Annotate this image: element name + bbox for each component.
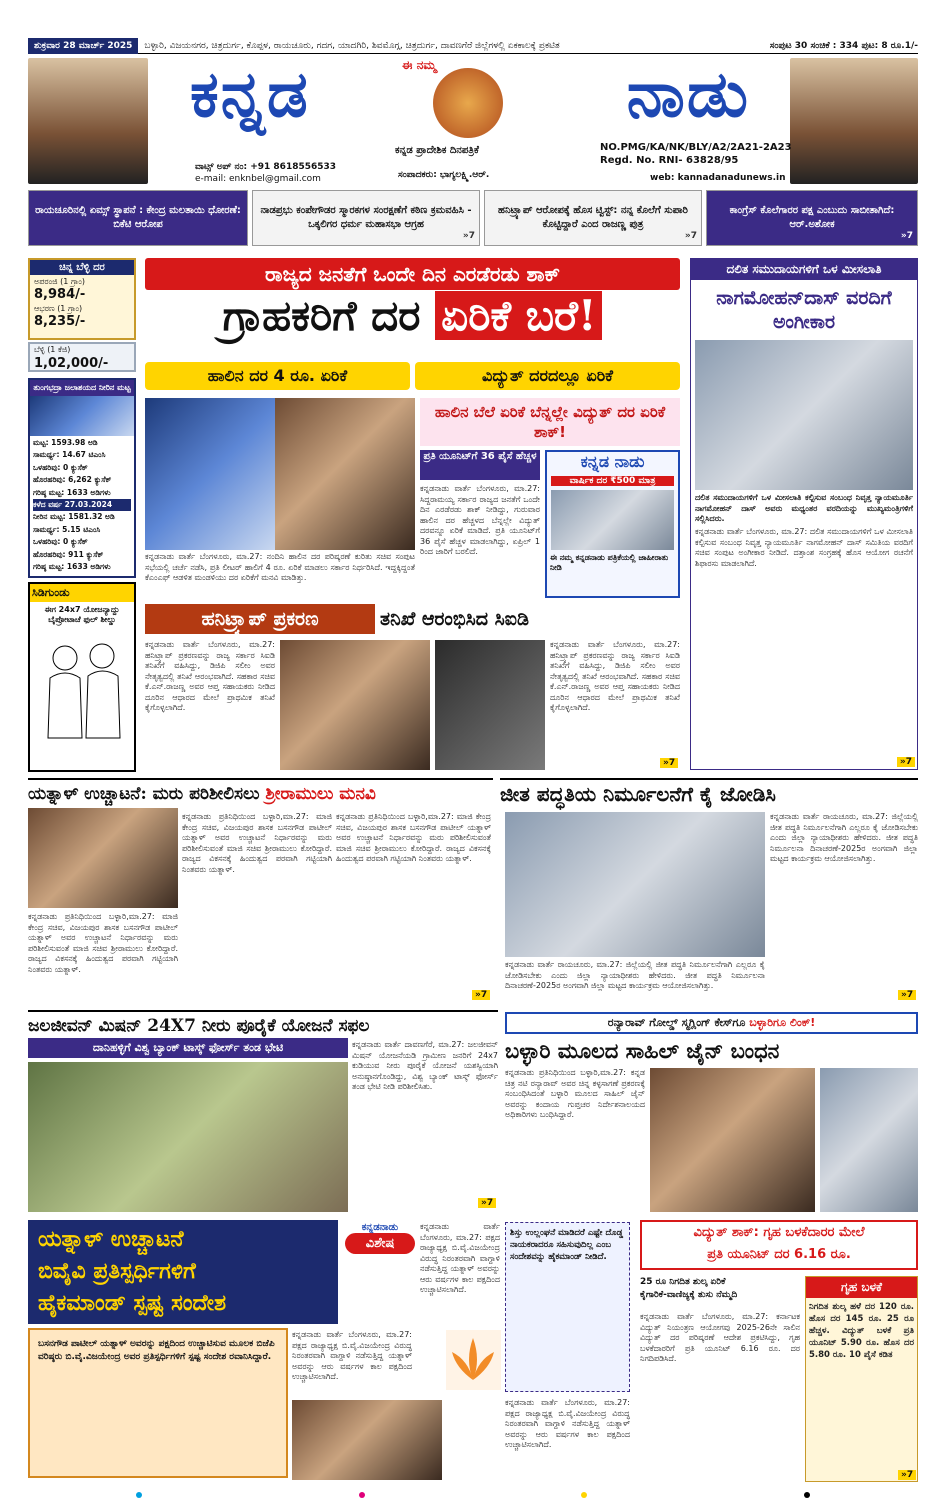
jeeta-body-2: ಕನ್ನಡನಾಡು ವಾರ್ತೆ ರಾಯಚೂರು, ಮಾ.27: ಜಿಲ್ಲೆಯಲ್ಲಿ ಜೀತ ಪದ್ಧತಿ ನಿರ್ಮೂಲನೆಗಾಗಿ ಎಲ್ಲರೂ ಕೈ ಜೋಡಿಸಬೇಕು ಎಂದು ಜಿಲ್ಲಾ ನ್ಯಾಯಾಧೀಶರು ಹೇಳಿದರು. ಜೀತ ಪದ್ಧತಿ ನಿರ್ಮೂಲನಾ ದಿನಾಚರಣೆ-2025ರ ಅಂಗವಾಗಿ ಜಿಲ್ಲಾ ಮಟ್ಟದ ಕಾರ್ಯಕ್ರಮ ಆಯೋಜಿಸಲಾಗಿತ್ತು.	[505, 960, 765, 990]
power-body: ಕನ್ನಡನಾಡು ವಾರ್ತೆ ಬೆಂಗಳೂರು, ಮಾ.27: ಸಿದ್ದರಾಮಯ್ಯ ಸರ್ಕಾರ ರಾಜ್ಯದ ಜನತೆಗೆ ಒಂದೇ ದಿನ ಎರಡೆರಡು ಶಾಕ್ ನೀಡಿದ್ದು, ಗುರುವಾರ ಹಾಲಿನ ದರ ಹೆಚ್ಚಳದ ಬೆನ್ನಲ್ಲೇ ವಿದ್ಯುತ್ ದರವನ್ನೂ ಏರಿಕೆ ಮಾಡಿದೆ. ಪ್ರತಿ ಯೂನಿಟ್‌ಗೆ 36 ಪೈಸೆ ಹೆಚ್ಚಳ ಮಾಡಲಾಗಿದ್ದು, ಏಪ್ರಿಲ್ 1 ರಿಂದ ಜಾರಿಗೆ ಬರಲಿದೆ.	[420, 484, 540, 556]
regd-postal: NO.PMG/KA/NK/BLY/A2/2A21-2A23	[600, 142, 792, 153]
emblem-icon	[433, 68, 503, 138]
special-body: ಕನ್ನಡನಾಡು ವಾರ್ತೆ ಬೆಂಗಳೂರು, ಮಾ.27: ಪಕ್ಷದ ರಾಜ್ಯಾಧ್ಯಕ್ಷ ಬಿ.ವೈ.ವಿಜಯೇಂದ್ರ ವಿರುದ್ಧ ನಿರಂತರವಾಗಿ ವಾಗ್ದಾಳಿ ನಡೆಸುತ್ತಿದ್ದ ಯತ್ನಾಳ್ ಅವರನ್ನು ಆರು ವರ್ಷಗಳ ಕಾಲ ಪಕ್ಷದಿಂದ ಉಚ್ಚಾಟಿಸಲಾಗಿದೆ.	[292, 1330, 412, 1381]
jjm-deck: ದಾನಿಹಳ್ಳಿಗೆ ವಿಶ್ವ ಬ್ಯಾಂಕ್ ಟಾಸ್ಕ್ ಫೋರ್ಸ್ ತಂಡ ಭೇಟಿ	[28, 1038, 348, 1058]
portrait-right	[790, 58, 918, 184]
dam-level-box	[28, 378, 136, 578]
districts-line: ಬಳ್ಳಾರಿ, ವಿಜಯನಗರ, ಚಿತ್ರದುರ್ಗ, ಕೊಪ್ಪಳ, ರಾಯಚೂರು, ಗದಗ, ಯಾದಗಿರಿ, ಶಿವಮೊಗ್ಗ, ಚಿತ್ರದುರ್ಗ, ದಾವಣಗೆರೆ ಜಿಲ್ಲೆಗಳಲ್ಲಿ ಏಕಕಾಲಕ್ಕೆ ಪ್ರಕಟಿತ	[144, 40, 560, 51]
gold-kicker-b: ಬಳ್ಳಾರಿಗೂ ಲಿಂಕ್!	[749, 1016, 816, 1029]
jjm-body: ಕನ್ನಡನಾಡು ವಾರ್ತೆ ದಾವಣಗೆರೆ, ಮಾ.27: ಜಲಜೀವನ್ ಮಿಷನ್ ಯೋಜನೆಯಡಿ ಗ್ರಾಮೀಣ ಜನರಿಗೆ 24x7 ಕುಡಿಯುವ ನೀರು ಪೂರೈಕೆ ಯೋಜನೆ ಯಶಸ್ವಿಯಾಗಿ ಅನುಷ್ಠಾನಗೊಂಡಿದ್ದು, ವಿಶ್ವ ಬ್ಯಾಂಕ್ ಟಾಸ್ಕ್ ಫೋರ್ಸ್ ತಂಡ ಭೇಟಿ ನೀಡಿ ಪರಿಶೀಲಿಸಿತು.	[352, 1040, 498, 1091]
jeeta-more[interactable]: »7	[898, 990, 916, 1000]
dam-row: ಒಳಹರಿವು: 0 ಕ್ಯುಸೆಕ್	[33, 462, 88, 472]
cm-photo	[275, 398, 415, 550]
nagamohan-kicker: ದಲಿತ ಸಮುದಾಯಗಳಿಗೆ ಒಳ ಮೀಸಲಾತಿ	[691, 259, 917, 280]
promo-2[interactable]	[252, 190, 480, 246]
nagamohan-photo	[695, 340, 913, 490]
honeytrap-head2: ತನಿಖೆ ಆರಂಭಿಸಿದ ಸಿಐಡಿ	[380, 608, 529, 630]
jjm-head: ಜಲಜೀವನ್ ಮಿಷನ್ 24X7 ನೀರು ಪೂರೈಕೆ ಯೋಜನೆ ಸಫಲ	[28, 1010, 498, 1036]
yatnal-body-2: ಕನ್ನಡನಾಡು ಪ್ರತಿನಿಧಿಯಿಂದ ಬಳ್ಳಾರಿ,ಮಾ.27: ಮಾಜಿ ಕೇಂದ್ರ ಸಚಿವ, ವಿಜಯಪುರ ಶಾಸಕ ಬಸನಗೌಡ ಪಾಟೀಲ್ ಯತ್ನಾಳ್ ಅವರ ಉಚ್ಚಾಟನೆ ನಿರ್ಧಾರವನ್ನು ಮರು ಪರಿಶೀಲಿಸುವಂತೆ ಮಾಜಿ ಸಚಿವ ಶ್ರೀರಾಮುಲು ಕೋರಿದ್ದಾರೆ. ರಾಜ್ಯದ ವಿಕಸನಕ್ಕೆ ಹಿಂದುತ್ವದ ಪರವಾಗಿ ಗಟ್ಟಿಯಾಗಿ ನಿಂತವರು ಯತ್ನಾಳ್.	[182, 812, 332, 874]
tariff-deck-2: ಕೈಗಾರಿಕೆ-ವಾಣಿಜ್ಯಕ್ಕೆ ತುಸು ನೆಮ್ಮದಿ	[640, 1290, 738, 1300]
nagamohan-body: ಕನ್ನಡನಾಡು ವಾರ್ತೆ ಬೆಂಗಳೂರು, ಮಾ.27: ದಲಿತ ಸಮುದಾಯಗಳಿಗೆ ಒಳ ಮೀಸಲಾತಿ ಕಲ್ಪಿಸುವ ಸಂಬಂಧ ನಿವೃತ್ತ ನ್ಯಾಯಮೂರ್ತಿ ನಾಗಮೋಹನ್ ದಾಸ್ ಸಮಿತಿಯ ವರದಿಗೆ ಸಚಿವ ಸಂಪುಟ ಅಂಗೀಕಾರ ನೀಡಿದೆ. ದತ್ತಾಂಶ ಸಂಗ್ರಹಕ್ಕೆ ಹೊಸ ಆಯೋಗ ರಚನೆಗೆ ಶಿಫಾರಸು ಮಾಡಲಾಗಿದೆ.	[695, 527, 913, 568]
power-deck: ಹಾಲಿನ ಬೆಲೆ ಏರಿಕೆ ಬೆನ್ನಲ್ಲೇ ವಿದ್ಯುತ್ ದರ ಏರಿಕೆ ಶಾಕ್!	[420, 398, 680, 446]
silver-value: 1,02,000/-	[34, 356, 109, 371]
sahil-photo	[820, 1068, 918, 1212]
yellow-mark-icon	[581, 1492, 587, 1498]
special-body-2: ಕನ್ನಡನಾಡು ವಾರ್ತೆ ಬೆಂಗಳೂರು, ಮಾ.27: ಪಕ್ಷದ ರಾಜ್ಯಾಧ್ಯಕ್ಷ ಬಿ.ವೈ.ವಿಜಯೇಂದ್ರ ವಿರುದ್ಧ ನಿರಂತರವಾಗಿ ವಾಗ್ದಾಳಿ ನಡೆಸುತ್ತಿದ್ದ ಯತ್ನಾಳ್ ಅವರನ್ನು ಆರು ವರ್ಷಗಳ ಕಾಲ ಪಕ್ಷದಿಂದ ಉಚ್ಚಾಟಿಸಲಾಗಿದೆ.	[505, 1398, 630, 1449]
dam-row: ನೀರಿನ ಮಟ್ಟ: 1581.32 ಅಡಿ	[33, 512, 115, 522]
lead-headline	[145, 258, 680, 355]
paper-promo-line: ವಾರ್ಷಿಕ ದರ ₹500 ಮಾತ್ರ	[551, 476, 674, 486]
vijayendra-photo	[292, 1400, 442, 1480]
special-head-3: ಹೈಕಮಾಂಡ್ ಸ್ಪಷ್ಟ ಸಂದೇಶ	[38, 1291, 227, 1316]
tariff-box	[805, 1276, 918, 1482]
ranya-photo	[650, 1068, 815, 1212]
tariff-deck-1: 25 ರೂ ನಿಗದಿತ ಶುಲ್ಕ ಏರಿಕೆ	[640, 1277, 726, 1287]
dam-row: ಗರಿಷ್ಠ ಮಟ್ಟ: 1633 ಅಡಿಗಳು	[33, 562, 111, 572]
promo-1[interactable]	[28, 190, 248, 246]
portrait-left	[28, 58, 148, 184]
special-box: ಶಿಸ್ತು ಉಲ್ಲಂಘನೆ ಮಾಡಿದರೆ ಎಷ್ಟೇ ದೊಡ್ಡ ನಾಯಕರಾದರೂ ಸಹಿಸುವುದಿಲ್ಲ ಎಂಬ ಸಂದೇಶವನ್ನು ಹೈಕಮಾಂಡ್ ನೀಡಿದೆ.	[505, 1222, 630, 1392]
cartoon-caption: ಈಗ 24x7 ಯೋಜನ್ಯಾದ್ದು ಬೈಪ್ರೋಟಾಚೆ ಫುಲ್ ಶೀಲ್ಡು	[44, 605, 120, 624]
honeytrap-body-2: ಕನ್ನಡನಾಡು ವಾರ್ತೆ ಬೆಂಗಳೂರು, ಮಾ.27: ಹನಿಟ್ರ್ಯಾಪ್ ಪ್ರಕರಣವನ್ನು ರಾಜ್ಯ ಸರ್ಕಾರ ಸಿಐಡಿ ತನಿಖೆಗೆ ವಹಿಸಿದ್ದು, ಡಿಜಿಪಿ ಸಲೀಂ ಅವರ ನೇತೃತ್ವದಲ್ಲಿ ತನಿಖೆ ಆರಂಭವಾಗಿದೆ. ಸಹಕಾರ ಸಚಿವ ಕೆ.ಎನ್.ರಾಜಣ್ಣ ಅವರ ಆಪ್ತ ಸಹಾಯಕರು ನೀಡಿದ ದೂರಿನ ಆಧಾರದ ಮೇಲೆ ಪ್ರಾಥಮಿಕ ತನಿಖೆ ಕೈಗೊಳ್ಳಲಾಗಿದೆ.	[550, 640, 680, 712]
bjp-lotus-icon	[446, 1330, 501, 1390]
tariff-head	[640, 1220, 918, 1270]
editor: ಸಂಪಾದಕರು: ಭಾಗ್ಯಲಕ್ಷ್ಮಿ.ಆರ್.	[398, 170, 490, 180]
tariff-head-2: ಪ್ರತಿ ಯೂನಿಟ್ ದರ 6.16 ರೂ.	[707, 1247, 851, 1262]
jeeta-head: ಜೀತ ಪದ್ಧತಿಯ ನಿರ್ಮೂಲನೆಗೆ ಕೈ ಜೋಡಿಸಿ	[500, 778, 918, 806]
silver-rate-box	[28, 342, 136, 372]
gold-kicker	[505, 1012, 918, 1034]
gold-head: ಬಳ್ಳಾರಿ ಮೂಲದ ಸಾಹಿಲ್ ಜೈನ್ ಬಂಧನ	[505, 1038, 780, 1063]
tariff-box-title: ಗೃಹ ಬಳಕೆ	[806, 1277, 917, 1298]
masthead-logo	[190, 57, 750, 132]
masthead-small: ಈ ನಮ್ಮ	[402, 58, 437, 72]
paper-promo-image	[551, 490, 674, 550]
milk-subhead: ಹಾಲಿನ ದರ 4 ರೂ. ಏರಿಕೆ	[145, 362, 410, 390]
tariff-deck	[640, 1276, 800, 1302]
cartoon-title: ಸಿಡಿಗುಂಡು	[30, 584, 134, 602]
honeytrap-body: ಕನ್ನಡನಾಡು ವಾರ್ತೆ ಬೆಂಗಳೂರು, ಮಾ.27: ಹನಿಟ್ರ್ಯಾಪ್ ಪ್ರಕರಣವನ್ನು ರಾಜ್ಯ ಸರ್ಕಾರ ಸಿಐಡಿ ತನಿಖೆಗೆ ವಹಿಸಿದ್ದು, ಡಿಜಿಪಿ ಸಲೀಂ ಅವರ ನೇತೃತ್ವದಲ್ಲಿ ತನಿಖೆ ಆರಂಭವಾಗಿದೆ. ಸಹಕಾರ ಸಚಿವ ಕೆ.ಎನ್.ರಾಜಣ್ಣ ಅವರ ಆಪ್ತ ಸಹಾಯಕರು ನೀಡಿದ ದೂರಿನ ಆಧಾರದ ಮೇಲೆ ಪ್ರಾಥಮಿಕ ತನಿಖೆ ಕೈಗೊಳ್ಳಲಾಗಿದೆ.	[145, 640, 275, 712]
dam-row: ಮಟ್ಟ: 1593.98 ಅಡಿ	[33, 438, 98, 447]
gold-rate-box	[28, 258, 136, 340]
nagamohan-head: ನಾಗಮೋಹನ್‌ದಾಸ್ ವರದಿಗೆ ಅಂಗೀಕಾರ	[716, 287, 892, 333]
tariff-head-1: ವಿದ್ಯುತ್ ಶಾಕ್: ಗೃಹ ಬಳಕೆದಾರರ ಮೇಲೆ	[693, 1225, 865, 1240]
gold-kicker-a: ರನ್ಯಾರಾವ್ ಗೋಲ್ಡ್ ಸ್ಮಗ್ಲಿಂಗ್ ಕೇಸ್‌ಗೂ	[607, 1016, 750, 1029]
logo-word-right: ನಾಡು	[626, 57, 750, 132]
issue-date: ಶುಕ್ರವಾರ 28 ಮಾರ್ಚ್ 2025	[28, 38, 138, 54]
gold-22-label: ಆಭರಣ (1 ಗ್ರಾಂ)	[34, 304, 83, 313]
yatnal-more[interactable]: »7	[472, 990, 490, 1000]
nagamohan-caption: ದಲಿತ ಸಮುದಾಯಗಳಿಗೆ ಒಳ ಮೀಸಲಾತಿ ಕಲ್ಪಿಸುವ ಸಂಬಂಧ ನಿವೃತ್ತ ನ್ಯಾಯಮೂರ್ತಿ ನಾಗಮೋಹನ್ ದಾಸ್ ಅವರು ಮಧ್ಯಂತರ ವರದಿಯನ್ನು ಮುಖ್ಯಮಂತ್ರಿಗಳಿಗೆ ಸಲ್ಲಿಸಿದರು.	[695, 493, 913, 523]
promo-3-text: ಹನಿಟ್ರ್ಯಾಪ್ ಆರೋಪಕ್ಕೆ ಹೊಸ ಟ್ವಿಸ್ಟ್: ನನ್ನ ಕೊಲೆಗೆ ಸುಪಾರಿ ಕೊಟ್ಟಿದ್ದಾರೆ ಎಂದ ರಾಜಣ್ಣ ಪುತ್ರ	[498, 205, 688, 230]
honeytrap-photo-2	[435, 640, 545, 770]
logo-word-left: ಕನ್ನಡ	[190, 57, 310, 132]
special-head-1: ಯತ್ನಾಳ್ ಉಚ್ಚಾಟನೆ	[38, 1227, 184, 1252]
dam-row: ಒಳಹರಿವು: 0 ಕ್ಯುಸೆಕ್	[33, 537, 88, 547]
print-marks	[28, 1492, 918, 1502]
jjm-more[interactable]: »7	[478, 1198, 496, 1208]
dam-row: ಹೊರಹರಿವು: 6,262 ಕ್ಯುಸೆಕ್	[33, 475, 112, 485]
dam-row: ಹೊರಹರಿವು: 911 ಕ್ಯುಸೆಕ್	[33, 549, 104, 559]
regd-rni: Regd. No. RNI- 63828/95	[600, 155, 739, 166]
special-badge-label: ವಿಶೇಷ	[345, 1233, 415, 1254]
magenta-mark-icon	[359, 1492, 365, 1498]
promo-4-text: ಕಾಂಗ್ರೆಸ್ ಕೊಲೆಗಾರರ ಪಕ್ಷ ಎಂಬುದು ಸಾಬೀತಾಗಿದೆ: ಆರ್.ಅಶೋಕ	[729, 205, 895, 230]
honeytrap-more[interactable]: »7	[660, 758, 678, 768]
promo-1-text: ರಾಯಚೂರಿನಲ್ಲಿ ಏಮ್ಸ್ ಸ್ಥಾಪನೆ : ಕೇಂದ್ರ ಮಲತಾಯಿ ಧೋರಣೆ: ಬಿಕೆಟಿ ಆರೋಪ	[35, 205, 241, 230]
lead-title-2: ಏರಿಕೆ ಬರೆ!	[435, 291, 602, 340]
nagamohan-more[interactable]: »7	[897, 757, 915, 767]
silver-label: ಬೆಳ್ಳಿ (1 ಕೆಜಿ)	[34, 345, 71, 354]
dam-row: ಸಾಮರ್ಥ್ಯ: 5.15 ಟಿಎಂಸಿ	[33, 524, 101, 534]
special-body-top: ಕನ್ನಡನಾಡು ವಾರ್ತೆ ಬೆಂಗಳೂರು, ಮಾ.27: ಪಕ್ಷದ ರಾಜ್ಯಾಧ್ಯಕ್ಷ ಬಿ.ವೈ.ವಿಜಯೇಂದ್ರ ವಿರುದ್ಧ ನಿರಂತರವಾಗಿ ವಾಗ್ದಾಳಿ ನಡೆಸುತ್ತಿದ್ದ ಯತ್ನಾಳ್ ಅವರನ್ನು ಆರು ವರ್ಷಗಳ ಕಾಲ ಪಕ್ಷದಿಂದ ಉಚ್ಚಾಟಿಸಲಾಗಿದೆ.	[420, 1222, 500, 1294]
gold-24-value: 8,984/-	[34, 287, 86, 302]
tagline: ಕನ್ನಡ ಪ್ರಾದೇಶಿಕ ದಿನಪತ್ರಿಕೆ	[395, 145, 479, 156]
promo-2-ref: »7	[462, 231, 475, 241]
issue-meta: ಸಂಪುಟ 30 ಸಂಚಿಕೆ : 334 ಪುಟ: 8 ರೂ.1/-	[769, 40, 918, 51]
email[interactable]: e-mail: enknbel@gmail.com	[195, 174, 321, 184]
gold-body: ಕನ್ನಡನಾಡು ಪ್ರತಿನಿಧಿಯಿಂದ ಬಳ್ಳಾರಿ,ಮಾ.27: ಕನ್ನಡ ಚಿತ್ರ ನಟಿ ರನ್ಯಾರಾವ್ ಅವರ ಚಿನ್ನ ಕಳ್ಳಸಾಗಣೆ ಪ್ರಕರಣಕ್ಕೆ ಸಂಬಂಧಿಸಿದಂತೆ ಬಳ್ಳಾರಿ ಮೂಲದ ಸಾಹಿಲ್ ಜೈನ್ ಅವರನ್ನು ಕಂದಾಯ ಗುಪ್ತಚರ ನಿರ್ದೇಶನಾಲಯದ ಅಧಿಕಾರಿಗಳು ಬಂಧಿಸಿದ್ದಾರೆ.	[505, 1068, 645, 1119]
jjm-photo	[28, 1062, 348, 1212]
cyan-mark-icon	[136, 1492, 142, 1498]
tariff-more[interactable]: »7	[898, 1470, 916, 1480]
special-badge	[345, 1222, 415, 1272]
paper-promo-caption: ಈ ನಮ್ಮ ಕನ್ನಡನಾಡು ಪತ್ರಿಕೆಯಲ್ಲಿ ಜಾಹೀರಾತು ನೀಡಿ	[550, 553, 669, 572]
tariff-box-text: ನಿಗದಿತ ಶುಲ್ಕ ಹಳೆ ದರ 120 ರೂ. ಹೊಸ ದರ 145 ರೂ. 25 ರೂ ಹೆಚ್ಚಳ. ವಿದ್ಯುತ್ ಬಳಕೆ ಪ್ರತಿ ಯೂನಿಟ್ 5.90 ರೂ. ಹೊಸ ದರ 5.80 ರೂ. 10 ಪೈಸೆ ಕಡಿತ	[809, 1302, 914, 1360]
yatnal-head-a: ಯತ್ನಾಳ್ ಉಚ್ಚಾಟನೆ: ಮರು ಪರಿಶೀಲಿಸಲು	[28, 784, 266, 804]
honeytrap-photo-1	[280, 640, 430, 770]
special-quote: ಬಸನಗೌಡ ಪಾಟೀಲ್ ಯತ್ನಾಳ್ ಅವರನ್ನು ಪಕ್ಷದಿಂದ ಉಚ್ಚಾಟಿಸುವ ಮೂಲಕ ಬಿಜೆಪಿ ವರಿಷ್ಠರು ಬಿ.ವೈ.ವಿಜಯೇಂದ್ರ ಅವರ ಪ್ರತಿಸ್ಪರ್ಧಿಗಳಿಗೆ ಸ್ಪಷ್ಟ ಸಂದೇಶ ರವಾನಿಸಿದ್ದಾರೆ.	[28, 1328, 288, 1478]
milk-body: ಕನ್ನಡನಾಡು ವಾರ್ತೆ ಬೆಂಗಳೂರು, ಮಾ.27: ನಂದಿನಿ ಹಾಲಿನ ದರ ಪರಿಷ್ಕರಣೆ ಕುರಿತು ಸಚಿವ ಸಂಪುಟ ಸಭೆಯಲ್ಲಿ ಚರ್ಚೆ ನಡೆಸಿ, ಪ್ರತಿ ಲೀಟರ್ ಹಾಲಿಗೆ 4 ರೂ. ಏರಿಕೆ ಮಾಡಲು ಸರ್ಕಾರ ನಿರ್ಧರಿಸಿದೆ. ಇದ್ದಕ್ಕಿದ್ದಂತೆ ಕೆಎಂಎಫ್ ಆಡಳಿತ ಮಂಡಳಿಯು ದರ ಏರಿಕೆಗೆ ಮನವಿ ಮಾಡಿತ್ತು.	[145, 552, 415, 582]
power-subhead: ವಿದ್ಯುತ್ ದರದಲ್ಲೂ ಏರಿಕೆ	[415, 362, 680, 390]
yatnal-head	[28, 778, 493, 804]
website[interactable]: web: kannadanadunews.in	[650, 173, 786, 183]
gold-24-label: ಅಪರಂಜಿ (1 ಗ್ರಾಂ)	[34, 277, 86, 286]
lead-title	[145, 290, 680, 342]
promo-4[interactable]	[706, 190, 918, 246]
whatsapp: ವಾಟ್ಸ್ ಅಪ್ ನಂ: +91 8618556533	[195, 162, 337, 172]
nagamohan-box	[690, 258, 918, 770]
special-head	[28, 1220, 338, 1324]
gold-22-value: 8,235/-	[34, 314, 86, 329]
nandini-photo	[145, 398, 275, 550]
dam-title: ತುಂಗಭದ್ರಾ ಜಲಾಶಯದ ನೀರಿನ ಮಟ್ಟ	[30, 380, 134, 396]
top-strip	[28, 38, 918, 54]
dam-row: ಕಳೆದ ವರ್ಷ 27.03.2024	[33, 499, 131, 511]
jeeta-body: ಕನ್ನಡನಾಡು ವಾರ್ತೆ ರಾಯಚೂರು, ಮಾ.27: ಜಿಲ್ಲೆಯಲ್ಲಿ ಜೀತ ಪದ್ಧತಿ ನಿರ್ಮೂಲನೆಗಾಗಿ ಎಲ್ಲರೂ ಕೈ ಜೋಡಿಸಬೇಕು ಎಂದು ಜಿಲ್ಲಾ ನ್ಯಾಯಾಧೀಶರು ಹೇಳಿದರು. ಜೀತ ಪದ್ಧತಿ ನಿರ್ಮೂಲನಾ ದಿನಾಚರಣೆ-2025ರ ಅಂಗವಾಗಿ ಜಿಲ್ಲಾ ಮಟ್ಟದ ಕಾರ್ಯಕ್ರಮ ಆಯೋಜಿಸಲಾಗಿತ್ತು.	[770, 812, 918, 863]
promo-3-ref: »7	[684, 231, 697, 241]
dam-rows	[30, 436, 134, 574]
yatnal-body-3: ಕನ್ನಡನಾಡು ಪ್ರತಿನಿಧಿಯಿಂದ ಬಳ್ಳಾರಿ,ಮಾ.27: ಮಾಜಿ ಕೇಂದ್ರ ಸಚಿವ, ವಿಜಯಪುರ ಶಾಸಕ ಬಸನಗೌಡ ಪಾಟೀಲ್ ಯತ್ನಾಳ್ ಅವರ ಉಚ್ಚಾಟನೆ ನಿರ್ಧಾರವನ್ನು ಮರು ಪರಿಶೀಲಿಸುವಂತೆ ಮಾಜಿ ಸಚಿವ ಶ್ರೀರಾಮುಲು ಕೋರಿದ್ದಾರೆ. ರಾಜ್ಯದ ವಿಕಸನಕ್ಕೆ ಹಿಂದುತ್ವದ ಪರವಾಗಿ ಗಟ್ಟಿಯಾಗಿ ನಿಂತವರು ಯತ್ನಾಳ್.	[336, 812, 491, 863]
yatnal-head-b: ಶ್ರೀರಾಮುಲು ಮನವಿ	[265, 784, 376, 804]
promo-4-ref: »7	[900, 231, 913, 241]
promo-2-text: ನಾಡಪ್ರಭು ಕಂಪೇಗೌಡರ ಸ್ಮಾರಕಗಳ ಸಂರಕ್ಷಣೆಗೆ ಕಠಿಣ ಕ್ರಮವಹಿಸಿ - ಒಕ್ಕಲಿಗರ ಧರ್ಮ ಮಹಾಸಭಾ ಆಗ್ರಹ	[260, 205, 472, 230]
yatnal-body: ಕನ್ನಡನಾಡು ಪ್ರತಿನಿಧಿಯಿಂದ ಬಳ್ಳಾರಿ,ಮಾ.27: ಮಾಜಿ ಕೇಂದ್ರ ಸಚಿವ, ವಿಜಯಪುರ ಶಾಸಕ ಬಸನಗೌಡ ಪಾಟೀಲ್ ಯತ್ನಾಳ್ ಅವರ ಉಚ್ಚಾಟನೆ ನಿರ್ಧಾರವನ್ನು ಮರು ಪರಿಶೀಲಿಸುವಂತೆ ಮಾಜಿ ಸಚಿವ ಶ್ರೀರಾಮುಲು ಕೋರಿದ್ದಾರೆ. ರಾಜ್ಯದ ವಿಕಸನಕ್ಕೆ ಹಿಂದುತ್ವದ ಪರವಾಗಿ ಗಟ್ಟಿಯಾಗಿ ನಿಂತವರು ಯತ್ನಾಳ್.	[28, 912, 178, 974]
cartoon-drawing	[30, 628, 134, 748]
yatnal-photo	[28, 808, 178, 908]
rate-title: ಚಿನ್ನ ಬೆಳ್ಳಿ ದರ	[30, 260, 134, 275]
dam-row: ಗರಿಷ್ಠ ಮಟ್ಟ: 1633 ಅಡಿಗಳು	[33, 487, 111, 497]
jeeta-photo	[505, 812, 765, 957]
lead-kicker: ರಾಜ್ಯದ ಜನತೆಗೆ ಒಂದೇ ದಿನ ಎರಡೆರಡು ಶಾಕ್	[145, 258, 680, 290]
paper-promo-brand: ಕನ್ನಡ ನಾಡು	[580, 452, 645, 471]
cartoon-box	[28, 582, 136, 772]
special-badge-top: ಕನ್ನಡನಾಡು	[361, 1222, 399, 1233]
tariff-body: ಕನ್ನಡನಾಡು ವಾರ್ತೆ ಬೆಂಗಳೂರು, ಮಾ.27: ಕರ್ನಾಟಕ ವಿದ್ಯುತ್ ನಿಯಂತ್ರಣ ಆಯೋಗವು 2025-26ನೇ ಸಾಲಿನ ವಿದ್ಯುತ್ ದರ ಪರಿಷ್ಕರಣೆ ಆದೇಶ ಪ್ರಕಟಿಸಿದ್ದು, ಗೃಹ ಬಳಕೆದಾರರಿಗೆ ಪ್ರತಿ ಯೂನಿಟ್ 6.16 ರೂ. ದರ ನಿಗದಿಪಡಿಸಿದೆ.	[640, 1312, 800, 1363]
dam-row: ಸಾಮರ್ಥ್ಯ: 14.67 ಟಿಎಂಸಿ	[33, 450, 106, 460]
lead-title-1: ಗ್ರಾಹಕರಿಗೆ ದರ	[222, 291, 421, 340]
special-head-2: ಬಿವೈವಿ ಪ್ರತಿಸ್ಪರ್ಧಿಗಳಿಗೆ	[38, 1259, 196, 1284]
honeytrap-head: ಹನಿಟ್ರ್ಯಾಪ್ ಪ್ರಕರಣ	[145, 604, 375, 634]
promo-3[interactable]	[484, 190, 702, 246]
paper-promo[interactable]	[545, 450, 680, 598]
unit-hike: ಪ್ರತಿ ಯೂನಿಟ್‌ಗೆ 36 ಪೈಸೆ ಹೆಚ್ಚಳ	[420, 450, 540, 480]
black-mark-icon	[804, 1492, 810, 1498]
dam-photo	[30, 396, 134, 436]
